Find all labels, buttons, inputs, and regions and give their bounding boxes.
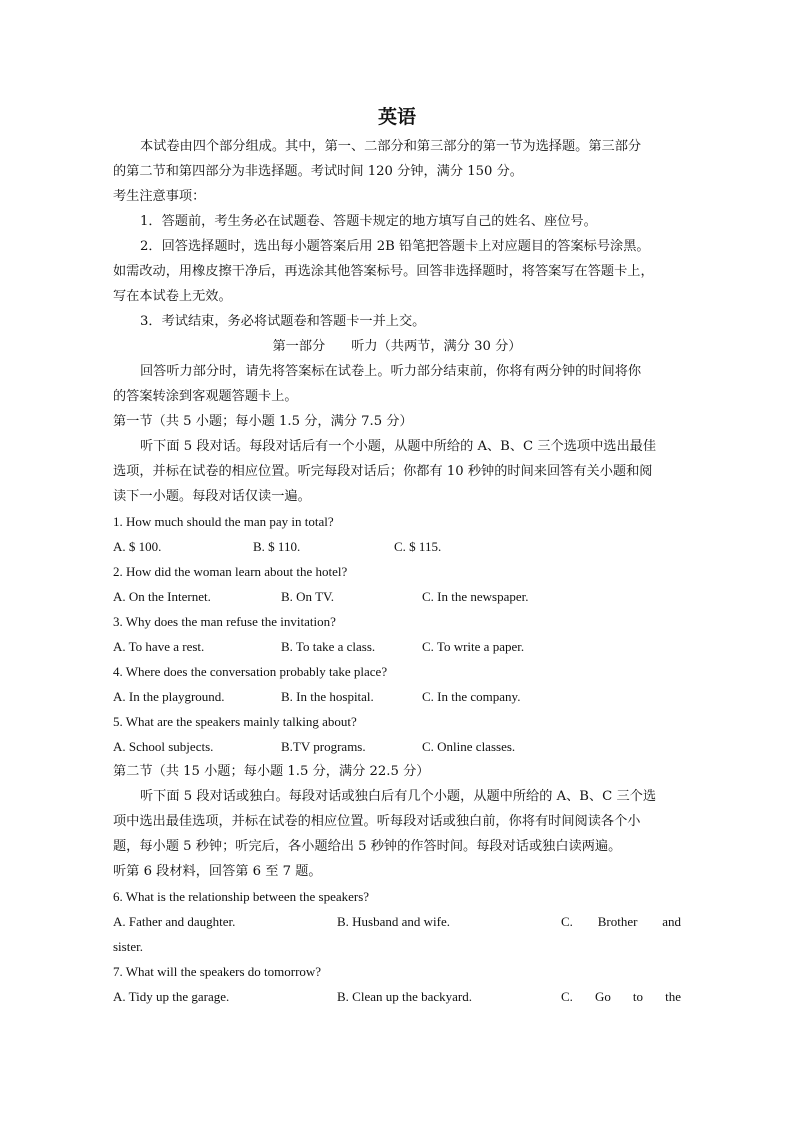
option-b: B. On TV.	[281, 589, 334, 604]
option-b: B. Husband and wife.	[337, 914, 451, 929]
notice-3: 3．考试结束，务必将试题卷和答题卡一并上交。	[140, 314, 426, 329]
question-7-options	[113, 984, 681, 1009]
option-c-word: Go	[594, 989, 611, 1004]
option-c-word: the	[665, 989, 681, 1004]
section1-desc: 选项，并标在试卷的相应位置。听完每段对话后；你都有 10 秒钟的时间来回答有关小题和阅	[113, 464, 653, 479]
question-3-options	[113, 634, 681, 659]
option-b: B. Clean up the backyard.	[337, 989, 473, 1004]
question-3: 3. Why does the man refuse the invitation?	[113, 614, 336, 629]
option-c-word: and	[662, 914, 681, 929]
option-c-word: to	[632, 989, 644, 1004]
section2-desc: 项中选出最佳选项，并标在试卷的相应位置。听每段对话或独白前，你将有时间阅读各个小	[113, 814, 641, 829]
question-7: 7. What will the speakers do tomorrow?	[113, 964, 322, 979]
option-b: B. To take a class.	[281, 639, 376, 654]
section1-heading: 第一节（共 5 小题；每小题 1.5 分，满分 7.5 分）	[113, 414, 413, 429]
section2-desc: 听下面 5 段对话或独白。每段对话或独白后有几个小题，从题中所给的 A、B、C 三个选	[140, 789, 657, 804]
option-c-letter: C.	[561, 989, 573, 1004]
section2-material: 听第 6 段材料，回答第 6 至 7 题。	[113, 864, 322, 879]
part1-desc: 回答听力部分时，请先将答案标在试卷上。听力部分结束前，你将有两分钟的时间将你	[140, 364, 642, 379]
section1-desc: 读下一小题。每段对话仅读一遍。	[113, 489, 311, 504]
notice-2-cont: 写在本试卷上无效。	[113, 289, 232, 304]
question-2-options	[113, 584, 681, 609]
option-c: C. Online classes.	[422, 739, 516, 754]
option-c: C. In the company.	[422, 689, 521, 704]
exam-page	[113, 100, 681, 1009]
option-c: C. In the newspaper.	[422, 589, 529, 604]
option-a: A. Father and daughter.	[113, 914, 236, 929]
question-6: 6. What is the relationship between the speakers?	[113, 889, 370, 904]
question-4: 4. Where does the conversation probably take place?	[113, 664, 388, 679]
notice-2-cont: 如需改动，用橡皮擦干净后，再选涂其他答案标号。回答非选择题时，将答案写在答题卡上，	[113, 264, 654, 279]
option-a: A. $ 100.	[113, 539, 162, 554]
option-c	[561, 909, 681, 934]
notice-2: 2．回答选择题时，选出每小题答案后用 2B 铅笔把答题卡上对应题目的答案标号涂黑。	[140, 239, 650, 254]
part1-label: 第一部分	[272, 339, 326, 354]
notice-1: 1．答题前，考生务必在试题卷、答题卡规定的地方填写自己的姓名、座位号。	[140, 214, 597, 229]
option-a: A. School subjects.	[113, 739, 214, 754]
question-4-options	[113, 684, 681, 709]
section1-desc: 听下面 5 段对话。每段对话后有一个小题，从题中所给的 A、B、C 三个选项中选出最佳	[140, 439, 657, 454]
section2-desc: 题，每小题 5 秒钟；听完后，各小题给出 5 秒钟的作答时间。每段对话或独白读两遍。	[113, 839, 622, 854]
option-a: A. In the playground.	[113, 689, 225, 704]
option-c-letter: C.	[561, 914, 573, 929]
option-c-continuation: sister.	[113, 939, 143, 954]
question-6-options	[113, 909, 681, 934]
section2-heading: 第二节（共 15 小题；每小题 1.5 分，满分 22.5 分）	[113, 764, 430, 779]
question-1: 1. How much should the man pay in total?	[113, 514, 334, 529]
part1-desc: 的答案转涂到客观题答题卡上。	[113, 389, 298, 404]
option-a: A. On the Internet.	[113, 589, 211, 604]
part1-heading	[113, 334, 681, 359]
question-1-options	[113, 534, 681, 559]
notice-heading: 考生注意事项：	[113, 189, 206, 204]
option-c: C. To write a paper.	[422, 639, 525, 654]
option-b: B. In the hospital.	[281, 689, 374, 704]
question-5: 5. What are the speakers mainly talking about?	[113, 714, 357, 729]
option-c: C. $ 115.	[394, 539, 442, 554]
option-a: A. To have a rest.	[113, 639, 205, 654]
option-b: B.TV programs.	[281, 739, 366, 754]
question-2: 2. How did the woman learn about the hotel?	[113, 564, 348, 579]
option-c	[561, 984, 681, 1009]
intro-line: 的第二节和第四部分为非选择题。考试时间 120 分钟，满分 150 分。	[113, 164, 523, 179]
intro-line: 本试卷由四个部分组成。其中，第一、二部分和第三部分的第一节为选择题。第三部分	[140, 139, 642, 154]
option-a: A. Tidy up the garage.	[113, 989, 230, 1004]
option-b: B. $ 110.	[253, 539, 301, 554]
question-5-options	[113, 734, 681, 759]
part1-name: 听力（共两节，满分 30 分）	[351, 339, 522, 354]
option-c-word: Brother	[597, 914, 638, 929]
page-title: 英语	[377, 106, 416, 128]
